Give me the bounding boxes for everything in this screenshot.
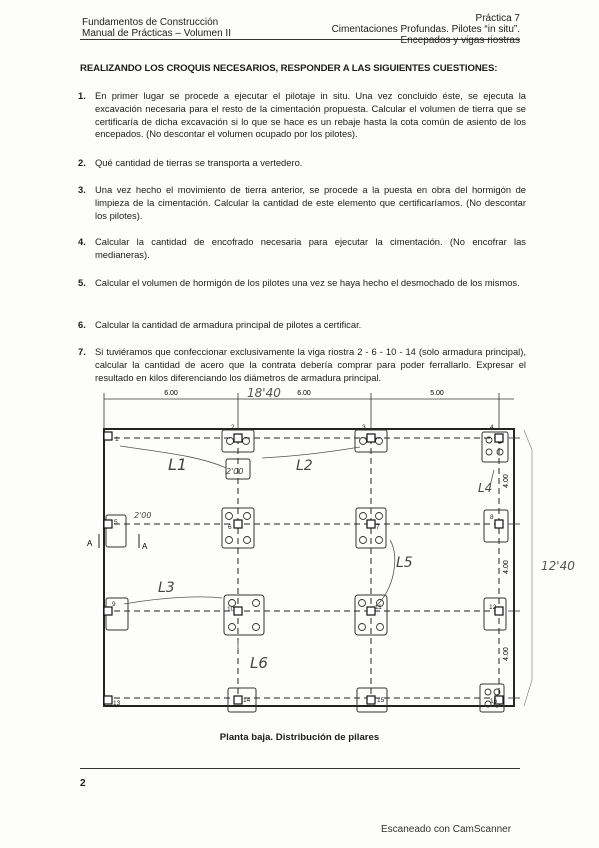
handwritten-dim-2: 2'00	[134, 511, 152, 520]
header-manual-title: Manual de Prácticas – Volumen II	[82, 28, 231, 39]
handwritten-total-right: 12'40	[541, 559, 575, 573]
right-dimension-line	[508, 429, 532, 706]
pillar-number: 5	[114, 519, 118, 526]
dim-top-2: 6.00	[297, 390, 311, 397]
beam-label-l5: L5	[396, 555, 413, 571]
pillar-number: 12	[489, 604, 497, 611]
pillar-number: 3	[362, 424, 366, 431]
section-mark-left: A	[87, 539, 93, 548]
dim-right-3: 4.00	[503, 647, 510, 661]
pillar-number: 10	[227, 606, 235, 613]
pillar-number: 1	[115, 436, 119, 443]
pillar-number: 7	[376, 524, 380, 531]
pillar-number: 8	[490, 514, 494, 521]
pillar-number: 2	[231, 424, 235, 431]
top-dimension-line	[104, 393, 514, 429]
handwritten-beam-labels	[134, 455, 492, 672]
question-text: Si tuviéramos que confeccionar exclusivamente la viga riostra 2 - 6 - 10 - 14 (solo armadura principal), calcular la cantidad de acero que la contrata debería comprar para poder ferrallarlo. Expresar el resultado en kilos diferenciando los diámetros de armadura principal.	[95, 346, 526, 383]
question-number: 6.	[78, 319, 86, 330]
footer-divider	[80, 768, 520, 769]
pillar-number: 11	[375, 604, 382, 611]
pillar-number: 13	[113, 700, 121, 707]
beam-grid	[104, 438, 499, 698]
question-text: Una vez hecho el movimiento de tierra anterior, se procede a la puesta en obra del hormigón de limpieza de la cimentación. Calcular la cantidad de este elemento que certificaríamos. (No descontar los pilotes).	[95, 184, 526, 221]
page-number: 2	[80, 778, 86, 789]
dim-top-3: 5.00	[430, 390, 444, 397]
question-number: 5.	[78, 277, 86, 288]
question-text: En primer lugar se procede a ejecutar el pilotaje in situ. Una vez concluido éste, se ejecuta la excavación necesaria para el resto de la cimentación propuesta. Calcular el volumen de tierra que se certificaría de dicha excavación si lo que se hace es un rebaje hasta la cota común de asiento de los encepados. (No descontar el volumen ocupado por los pilotes).	[95, 90, 526, 140]
header-practice-number: Práctica 7	[475, 13, 520, 24]
header-practice-topic: Cimentaciones Profundas. Pilotes “in situ”.	[331, 24, 520, 35]
beam-label-l4: L4	[478, 481, 493, 495]
pillar-number: 4	[490, 424, 494, 431]
questions-heading: REALIZANDO LOS CROQUIS NECESARIOS, RESPONDER A LAS SIGUIENTES CUESTIONES:	[80, 63, 498, 74]
header-practice-subtopic: Encepados y vigas riostras	[400, 35, 520, 46]
handwritten-dim-1: 2'00	[226, 467, 244, 476]
handwritten-pointer-lines	[120, 446, 494, 650]
pillar-number: 9	[112, 601, 116, 608]
beam-label-l6: L6	[250, 654, 268, 672]
beam-label-l2: L2	[296, 458, 313, 474]
question-number: 2.	[78, 157, 86, 168]
question-number: 1.	[78, 90, 86, 101]
question-text: Calcular la cantidad de armadura principal de pilotes a certificar.	[95, 319, 362, 330]
figure-caption: Planta baja. Distribución de pilares	[219, 732, 380, 743]
question-text: Calcular la cantidad de encofrado necesaria para ejecutar la cimentación. (No encofrar las medianeras).	[95, 236, 526, 260]
question-number: 4.	[78, 236, 86, 247]
question-text: Calcular el volumen de hormigón de los pilotes una vez se haya hecho el desmochado de los mismos.	[95, 277, 520, 288]
pillar-number: 14	[243, 697, 251, 704]
beam-label-l3: L3	[158, 580, 175, 596]
pillar-number: 15	[377, 697, 385, 704]
question-number: 7.	[78, 346, 86, 357]
section-mark-right: A	[142, 542, 148, 551]
beam-label-l1: L1	[168, 455, 188, 474]
handwritten-total-top: 18'40	[247, 386, 281, 400]
pillar-number: 6	[228, 524, 232, 531]
pillar-number: 16	[490, 698, 498, 705]
header-course-title: Fundamentos de Construcción	[82, 17, 219, 28]
scanner-watermark: Escaneado con CamScanner	[381, 824, 512, 835]
dim-right-1: 4.00	[503, 474, 510, 488]
question-text: Qué cantidad de tierras se transporta a vertedero.	[95, 157, 303, 168]
question-number: 3.	[78, 184, 86, 195]
dim-top-1: 6.00	[164, 390, 178, 397]
dim-right-2: 4.00	[503, 560, 510, 574]
